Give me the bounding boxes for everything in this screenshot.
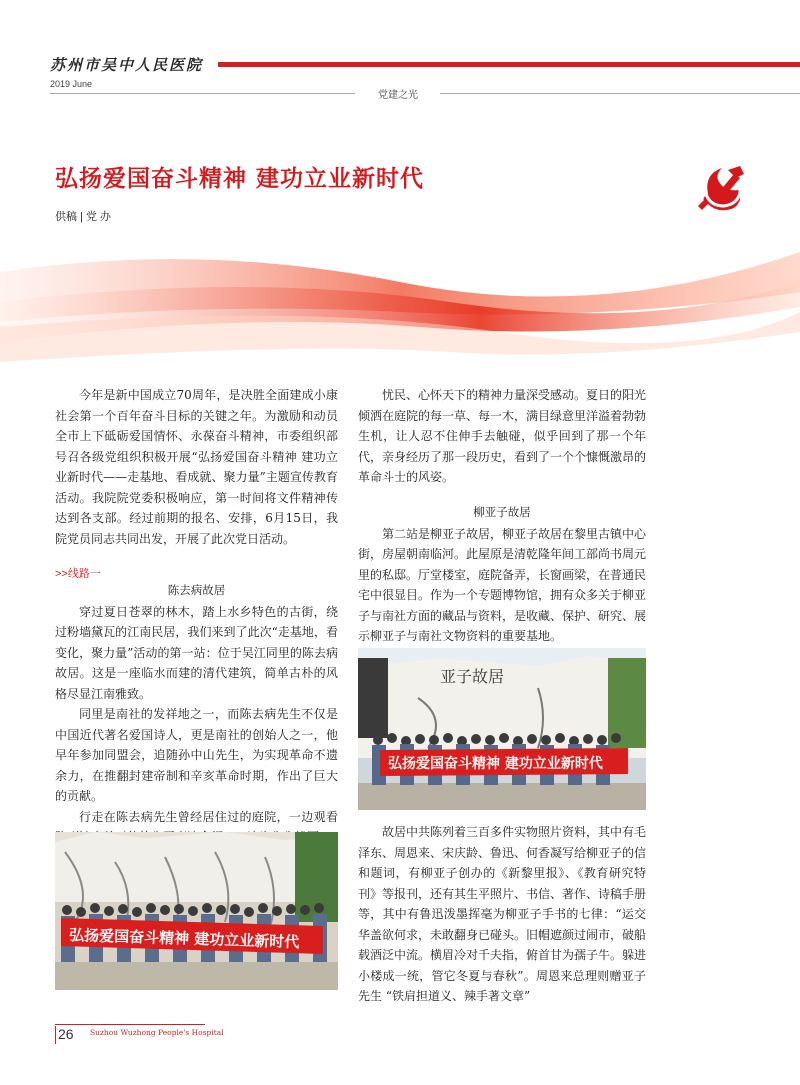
issue-date: 2019 June xyxy=(50,79,93,89)
header-red-bar xyxy=(218,62,800,67)
section1-paragraph: 穿过夏日苍翠的林木，踏上水乡特色的古街，绕过粉墙黛瓦的江南民居，我们来到了此次“走基地，看变化，聚力量”活动的第一站：位于吴江同里的陈去病故居。这是一座临水而建的清代建筑，简单古朴的风格尽显江南雅致。 xyxy=(55,604,338,701)
section1-paragraph: 行走在陈去病先生曾经居住过的庭院，一边观看 xyxy=(79,809,338,824)
intro-paragraph: 今年是新中国成立70周年，是决胜全面建成小康社会第一个百年奋斗目标的关键之年。为激励和动员全市上下砥砺爱国情怀、永葆奋斗精神，市委组织部号召各级党组织积极开展“弘扬爱国奋斗精神 建功立业新时代——走基地、看成就、聚力量”主题宣传教育活动。我院院党委积极响应，第一时间将文件精神传达到各支部。经过前期的报名、安排，6月15日，我院党员同志共同出发，开展了此次党日活动。 xyxy=(55,388,338,546)
section2-heading: 柳亚子故居 xyxy=(473,507,531,519)
header-divider-left xyxy=(50,93,355,94)
article-title: 弘扬爱国奋斗精神 建功立业新时代 xyxy=(55,166,425,192)
header-divider-right xyxy=(440,93,800,94)
decorative-wave-banner xyxy=(0,232,800,382)
section1-paragraph: 同里是南社的发祥地之一，而陈去病先生不仅是中国近代著名爱国诗人，更是南社的创始人之一，他早年参加同盟会，追随孙中山先生，为实现革命不遗余力，在推翻封建帝制和辛亥革命时期，作出了巨大的贡献。 xyxy=(55,707,338,803)
article-column-right xyxy=(358,385,646,488)
publication-title: 苏州市吴中人民医院 xyxy=(50,56,204,74)
section2-continued xyxy=(358,822,646,1007)
party-emblem-icon xyxy=(694,160,750,216)
section2-paragraph: 故居中共陈列着三百多件实物照片资料，其中有毛泽东、周恩来、宋庆龄、鲁迅、何香凝写给柳亚子的信和题词，有柳亚子创办的《新黎里报》、《教育研究特刊》等报刊，还有其生平照片、书信、著作、诗稿手册等，其中有鲁迅泼墨挥毫为柳亚子手书的七律：“运交华盖欲何求，未敢翻身已碰头。旧帽遮颜过闹市，破船载酒泛中流。横眉冷对千夫指，俯首甘为孺子牛。躲进小楼成一统，管它冬夏与春秋”。周恩来总理则赠亚子先生 “铁肩担道义、辣手著文章” xyxy=(358,825,647,1003)
section1-heading: 陈去病故居 xyxy=(167,585,226,597)
footer-rule xyxy=(55,1024,205,1025)
group-photo-liu-yazi-residence xyxy=(358,648,646,810)
section2-paragraph: 第二站是柳亚子故居，柳亚子故居在黎里古镇中心街，房屋朝南临河。此屋原是清乾隆年间工部尚书周元里的私邸。厅堂楼室，庭院备弄，长窗画梁，在普通民宅中很显目。作为一个专题博物馆，拥有众多关于柳亚子与南社方面的藏品与资料，是收藏、保护、研究、展示柳亚子与南社文物资料的重要基地。 xyxy=(358,526,647,643)
footer-bar xyxy=(55,1026,56,1044)
section-name: 党建之光 xyxy=(378,90,418,101)
footer-english-name: Suzhou Wuzhong People's Hospital xyxy=(90,1028,224,1037)
section1 xyxy=(55,581,338,848)
route-label: >>线路一 xyxy=(55,568,101,580)
article-author: 供稿 | 党 办 xyxy=(55,211,112,223)
col2-top-paragraph: 忧民、心怀天下的精神力量深受感动。夏日的阳光倾洒在庭院的每一草、每一木，满目绿意里洋溢着勃勃生机，让人忍不住伸手去触碰，似乎回到了那一个年代，亲身经历了那一段历史，看到了一个个慷慨激昂的革命斗士的风姿。 xyxy=(358,388,647,484)
page-number: 26 xyxy=(58,1026,74,1042)
photo1-banner-text: 弘扬爱国奋斗精神 建功立业新时代 xyxy=(68,926,300,952)
gate-sign-text: 亚子故居 xyxy=(440,667,505,686)
photo2-banner-text: 弘扬爱国奋斗精神 建功立业新时代 xyxy=(388,756,603,772)
section2 xyxy=(358,503,646,647)
group-photo-chen-qubing-residence xyxy=(55,832,338,990)
article-column-left xyxy=(55,385,338,549)
